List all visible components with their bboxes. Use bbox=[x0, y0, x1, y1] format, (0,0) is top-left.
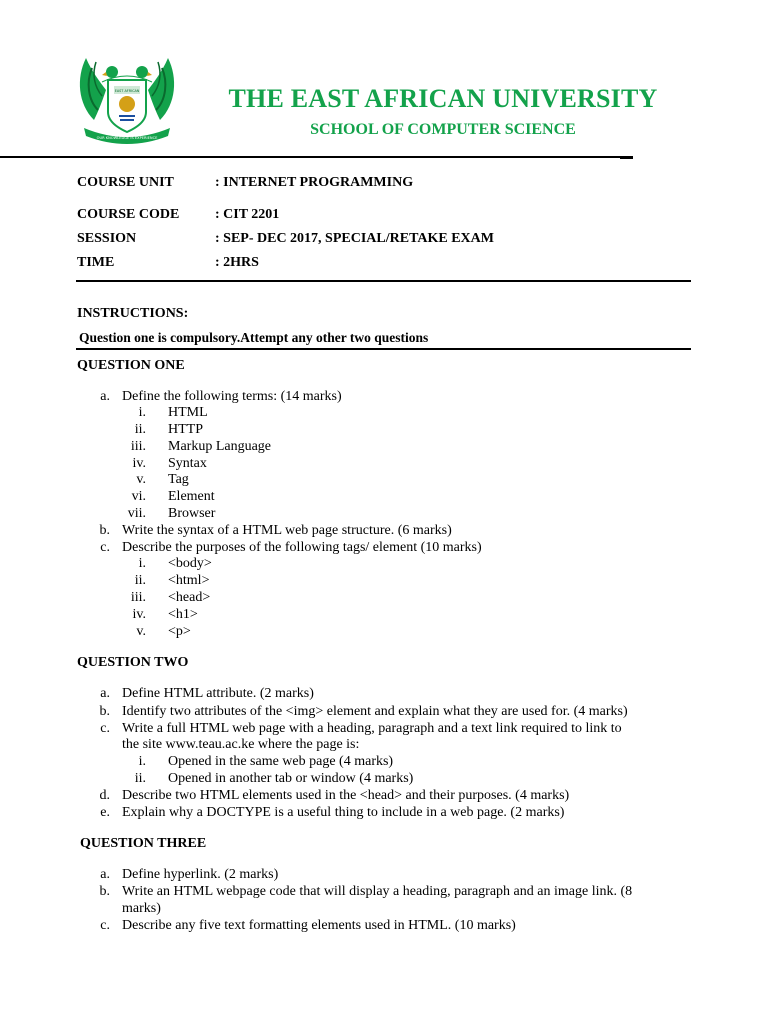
item-letter: c. bbox=[100, 540, 110, 555]
item-text: Tag bbox=[168, 472, 189, 487]
item-text: Define HTML attribute. (2 marks) bbox=[122, 686, 314, 701]
item-letter: c. bbox=[100, 721, 110, 736]
time-label: TIME bbox=[77, 255, 115, 270]
svg-text:EAST AFRICAN: EAST AFRICAN bbox=[114, 89, 140, 93]
time-value: : 2HRS bbox=[215, 255, 259, 270]
item-roman: vii. bbox=[127, 506, 146, 521]
instructions-divider bbox=[76, 348, 691, 350]
header-divider-end bbox=[620, 156, 633, 159]
item-roman: i. bbox=[138, 754, 146, 769]
item-roman: i. bbox=[138, 556, 146, 571]
university-crest-icon bbox=[72, 42, 182, 150]
header-divider bbox=[0, 156, 620, 158]
item-text: Write the syntax of a HTML web page structure. (6 marks) bbox=[122, 523, 452, 538]
school-name: SCHOOL OF COMPUTER SCIENCE bbox=[310, 121, 576, 138]
item-letter: d. bbox=[99, 788, 110, 803]
university-logo bbox=[72, 42, 182, 150]
item-letter: c. bbox=[100, 918, 110, 933]
item-roman: vi. bbox=[131, 489, 146, 504]
item-text: Identify two attributes of the <img> element and explain what they are used for. (4 marks) bbox=[122, 704, 628, 719]
item-text: marks) bbox=[122, 901, 161, 916]
item-text: Describe the purposes of the following tags/ element (10 marks) bbox=[122, 540, 482, 555]
item-text: <h1> bbox=[168, 607, 198, 622]
item-letter: e. bbox=[100, 805, 110, 820]
item-text: Describe any five text formatting elements used in HTML. (10 marks) bbox=[122, 918, 516, 933]
item-letter: b. bbox=[99, 523, 110, 538]
item-text: Write a full HTML web page with a heading, paragraph and a text link required to link to bbox=[122, 721, 622, 736]
course-code-label: COURSE CODE bbox=[77, 207, 180, 222]
item-text: Opened in the same web page (4 marks) bbox=[168, 754, 394, 769]
item-text: Describe two HTML elements used in the <head> and their purposes. (4 marks) bbox=[122, 788, 570, 803]
item-letter: a. bbox=[100, 867, 110, 882]
item-text: HTML bbox=[168, 405, 208, 420]
item-text: <p> bbox=[168, 624, 191, 639]
item-text: <body> bbox=[168, 556, 212, 571]
course-unit-value: : INTERNET PROGRAMMING bbox=[215, 175, 414, 190]
svg-text:OUR KNOWLEDGE IS EXPERIENCE: OUR KNOWLEDGE IS EXPERIENCE bbox=[96, 136, 158, 140]
item-text: HTTP bbox=[168, 422, 203, 437]
question-two-title: QUESTION TWO bbox=[77, 655, 189, 670]
item-text: Explain why a DOCTYPE is a useful thing to include in a web page. (2 marks) bbox=[122, 805, 565, 820]
item-roman: ii. bbox=[134, 771, 146, 786]
item-text: Syntax bbox=[168, 456, 207, 471]
course-unit-label: COURSE UNIT bbox=[77, 175, 174, 190]
item-roman: ii. bbox=[134, 573, 146, 588]
item-text: <head> bbox=[168, 590, 211, 605]
item-roman: iii. bbox=[130, 439, 146, 454]
item-roman: ii. bbox=[134, 422, 146, 437]
info-divider bbox=[76, 280, 691, 282]
item-text: the site www.teau.ac.ke where the page is: bbox=[122, 737, 360, 752]
question-three-title: QUESTION THREE bbox=[80, 836, 207, 851]
session-label: SESSION bbox=[77, 231, 137, 246]
item-text: Browser bbox=[168, 506, 216, 521]
item-roman: v. bbox=[136, 624, 146, 639]
item-letter: a. bbox=[100, 389, 110, 404]
question-one-title: QUESTION ONE bbox=[77, 358, 185, 373]
item-roman: v. bbox=[136, 472, 146, 487]
item-text: Markup Language bbox=[168, 439, 272, 454]
item-letter: b. bbox=[99, 884, 110, 899]
item-roman: iii. bbox=[130, 590, 146, 605]
instructions-text: Question one is compulsory.Attempt any other two questions bbox=[79, 330, 429, 345]
item-roman: iv. bbox=[132, 456, 146, 471]
item-text: <html> bbox=[168, 573, 210, 588]
item-letter: b. bbox=[99, 704, 110, 719]
item-text: Opened in another tab or window (4 marks) bbox=[168, 771, 414, 786]
item-letter: a. bbox=[100, 686, 110, 701]
item-text: Element bbox=[168, 489, 215, 504]
session-value: : SEP- DEC 2017, SPECIAL/RETAKE EXAM bbox=[215, 231, 494, 246]
item-text: Write an HTML webpage code that will display a heading, paragraph and an image link. (8 bbox=[122, 884, 633, 899]
item-roman: i. bbox=[138, 405, 146, 420]
course-code-value: : CIT 2201 bbox=[215, 207, 280, 222]
instructions-title: INSTRUCTIONS: bbox=[77, 306, 189, 321]
item-text: Define the following terms: (14 marks) bbox=[122, 389, 342, 404]
university-title: THE EAST AFRICAN UNIVERSITY bbox=[228, 84, 658, 113]
item-text: Define hyperlink. (2 marks) bbox=[122, 867, 279, 882]
item-roman: iv. bbox=[132, 607, 146, 622]
